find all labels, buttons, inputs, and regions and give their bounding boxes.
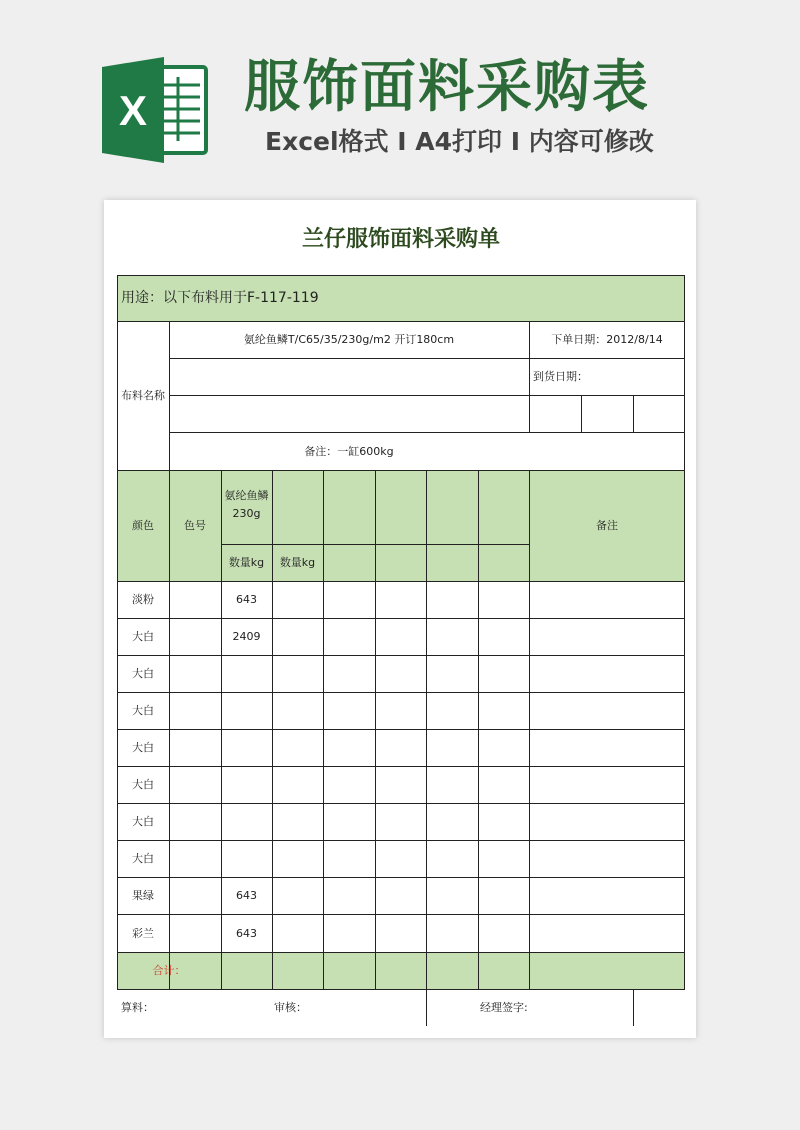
order-date: 下单日期：2012/8/14 bbox=[551, 333, 663, 346]
row-qty: 643 bbox=[236, 926, 257, 940]
row-qty: 643 bbox=[236, 593, 257, 606]
page-title: 服饰面料采购表 bbox=[244, 55, 650, 120]
col-fabric-header-line2: 230g bbox=[232, 506, 261, 520]
footer-manager: 经理签字: bbox=[480, 1001, 528, 1014]
delivery-date: 到货日期： bbox=[533, 370, 588, 383]
col-qty2-header: 数量kg bbox=[279, 556, 316, 569]
row-qty bbox=[221, 803, 272, 840]
row-qty: 643 bbox=[236, 889, 257, 902]
row-color: 大白 bbox=[132, 741, 154, 754]
col-remarks-header: 备注 bbox=[596, 519, 618, 532]
row-color: 大白 bbox=[132, 815, 154, 828]
purchase-sheet bbox=[104, 200, 696, 1038]
row-color: 彩兰 bbox=[132, 926, 154, 940]
note-line: 备注：一缸600kg bbox=[304, 444, 394, 458]
excel-logo-icon bbox=[100, 57, 210, 163]
row-color: 淡粉 bbox=[132, 593, 154, 606]
col-color-header: 颜色 bbox=[132, 519, 154, 532]
col-fabric-header-line1: 氨纶鱼鳞 bbox=[224, 488, 269, 502]
row-qty bbox=[221, 729, 272, 766]
total-label: 合计： bbox=[152, 964, 186, 977]
col-color-no-header: 色号 bbox=[184, 519, 206, 532]
page-subtitle: Excel格式 Ⅰ A4打印 Ⅰ 内容可修改 bbox=[265, 127, 654, 156]
row-color: 大白 bbox=[132, 778, 154, 791]
row-qty bbox=[221, 692, 272, 729]
footer-calc: 算料： bbox=[121, 1001, 154, 1014]
row-qty: 2409 bbox=[232, 630, 261, 643]
row-qty bbox=[221, 655, 272, 692]
purpose-text: 用途：以下布料用于F-117-119 bbox=[121, 289, 319, 306]
row-color: 果绿 bbox=[132, 889, 154, 902]
fabric-spec: 氨纶鱼鳞T/C65/35/230g/m2 开订180cm bbox=[243, 333, 455, 346]
fabric-name-label: 布料名称 bbox=[121, 389, 165, 402]
col-qty1-header: 数量kg bbox=[228, 556, 265, 569]
row-color: 大白 bbox=[132, 630, 154, 643]
row-qty bbox=[221, 840, 272, 877]
sheet-title: 兰仔服饰面料采购单 bbox=[301, 227, 500, 252]
logo-letter: X bbox=[118, 87, 148, 134]
footer-review: 审核： bbox=[274, 1001, 307, 1014]
row-color: 大白 bbox=[132, 852, 154, 865]
row-color: 大白 bbox=[132, 704, 154, 717]
row-color: 大白 bbox=[132, 667, 154, 680]
row-qty bbox=[221, 766, 272, 803]
